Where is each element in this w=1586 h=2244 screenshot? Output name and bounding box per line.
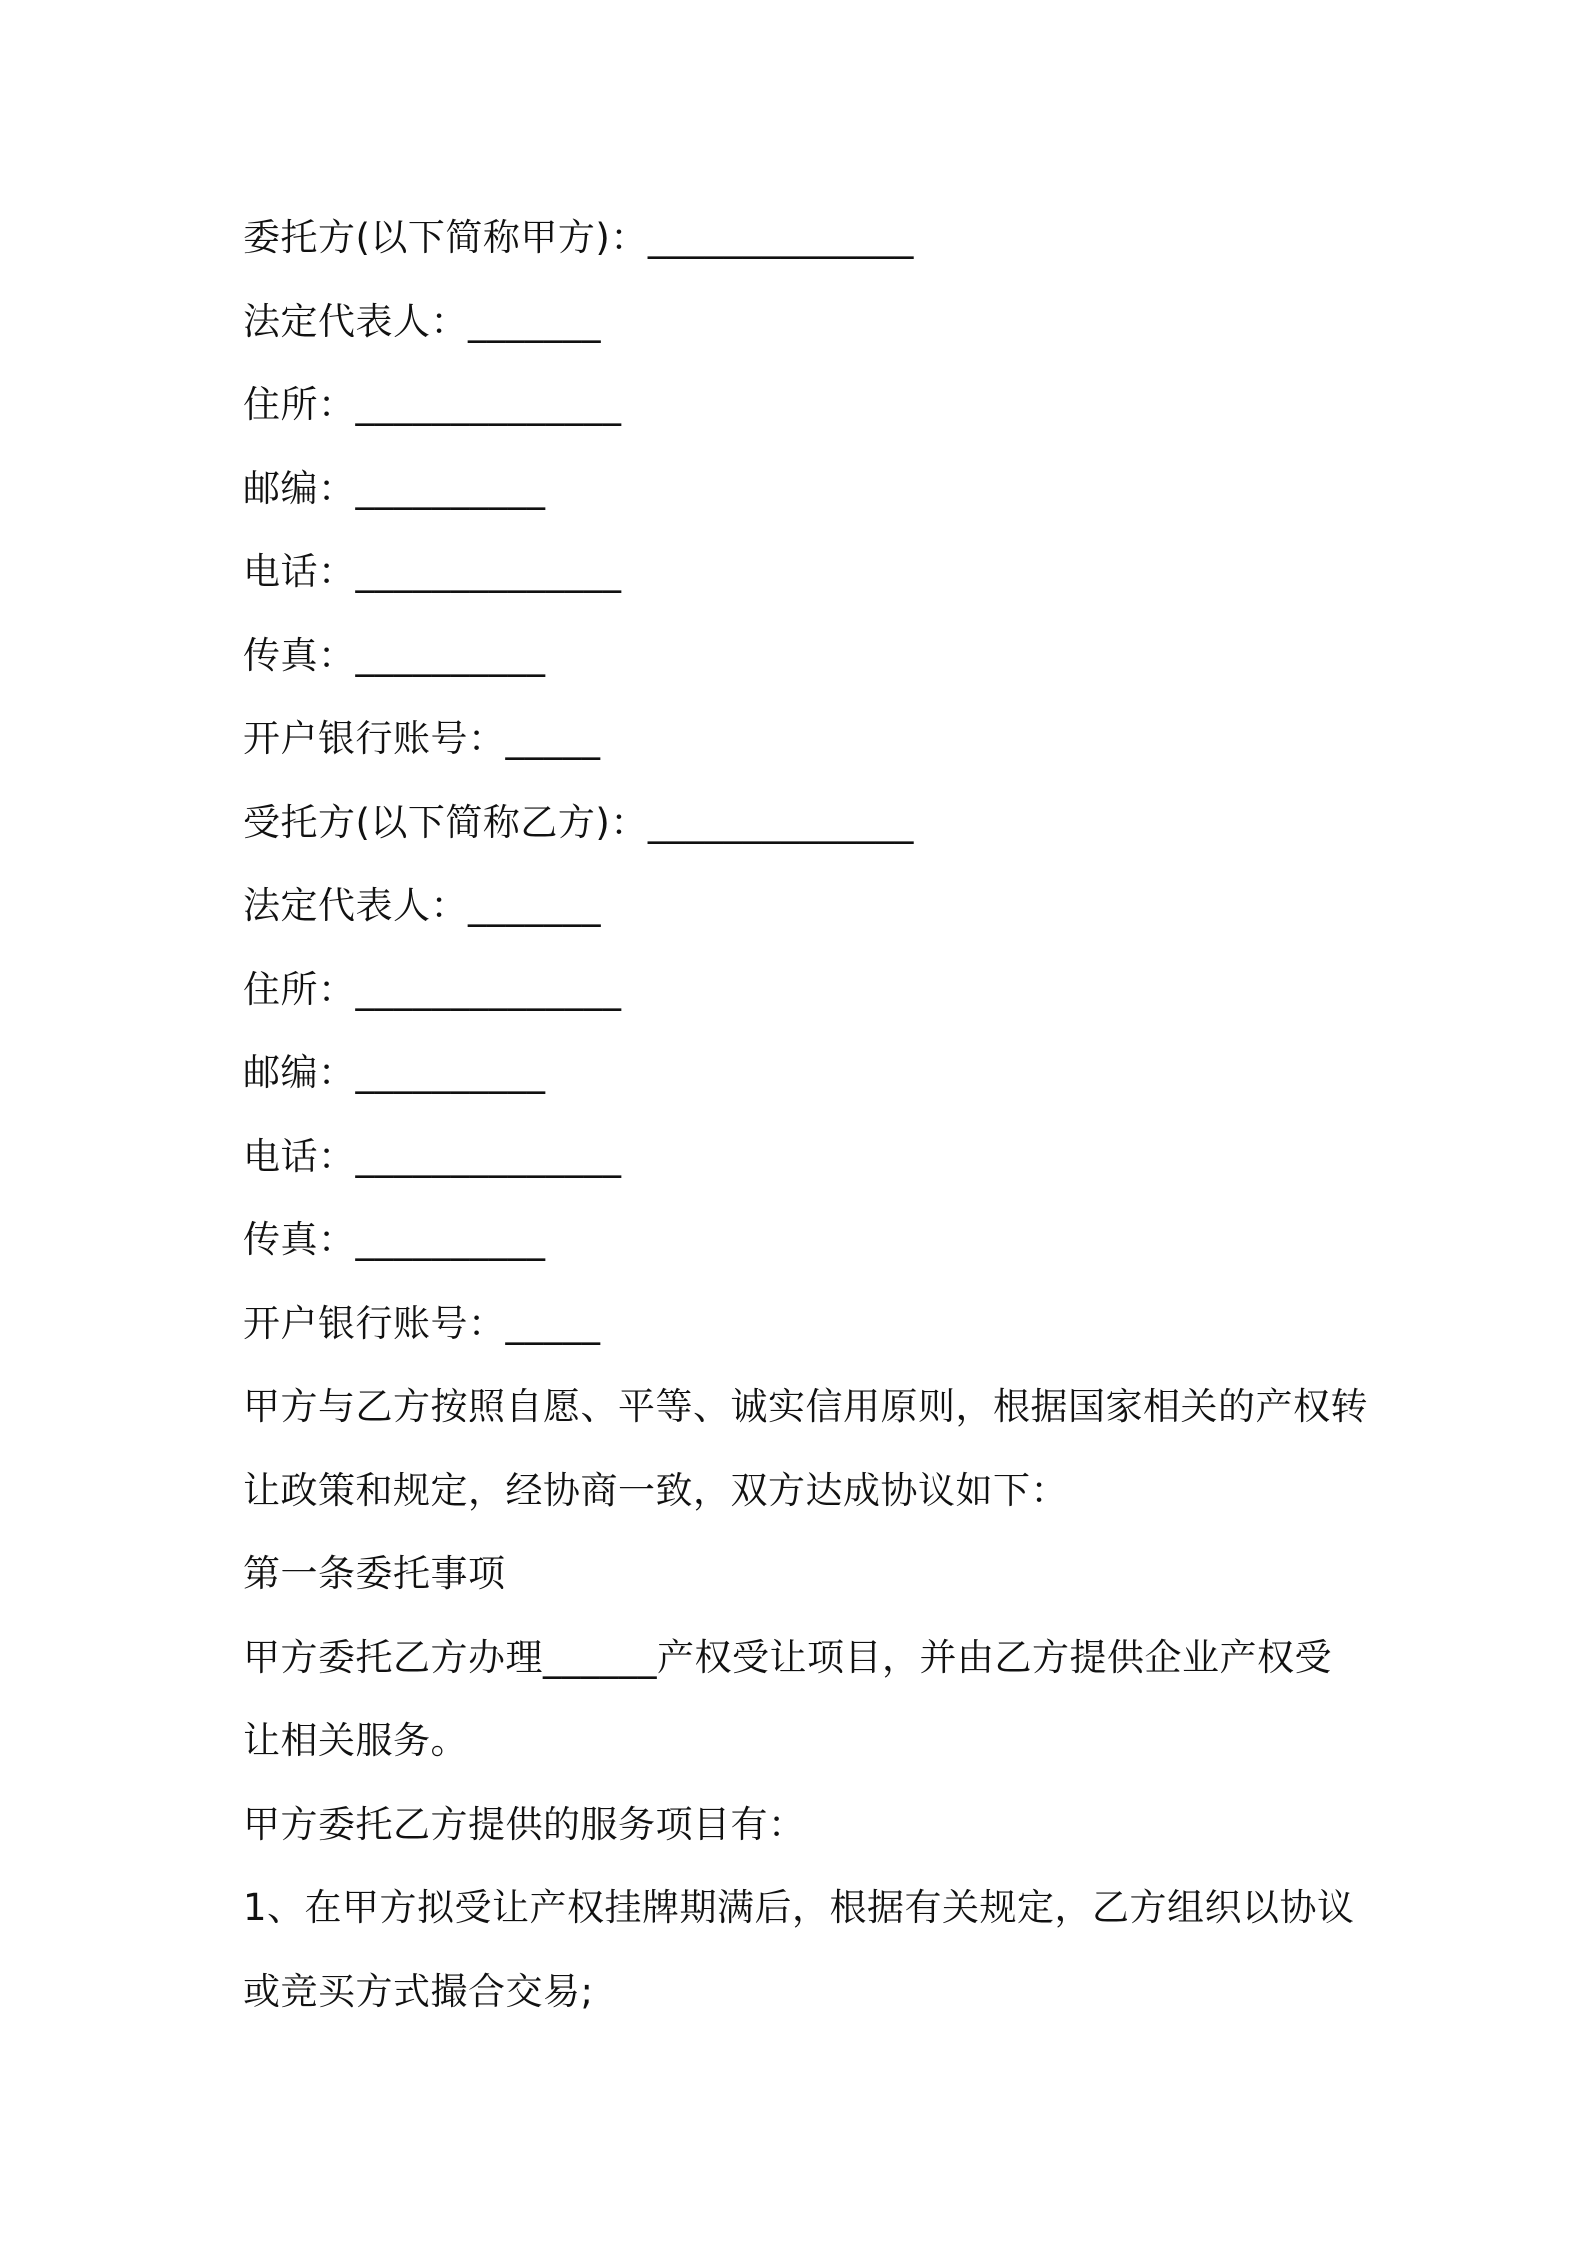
trustee-party-line: 受托方(以下简称乙方)：______________ xyxy=(243,800,914,844)
service-item-1-line-1: 1、在甲方拟受让产权挂牌期满后，根据有关规定，乙方组织以协议 xyxy=(243,1886,1355,1929)
client-legal-rep-line: 法定代表人：_______ xyxy=(243,299,601,343)
article-1-paragraph-line-2: 让相关服务。 xyxy=(243,1719,468,1762)
client-fax-line: 传真：__________ xyxy=(243,633,546,677)
client-party-line: 委托方(以下简称甲方)：______________ xyxy=(243,216,914,259)
client-address-line: 住所：______________ xyxy=(243,383,622,426)
article-1-heading: 第一条委托事项 xyxy=(243,1552,506,1595)
trustee-postcode-line: 邮编：__________ xyxy=(243,1051,546,1094)
trustee-phone-line: 电话：______________ xyxy=(243,1134,622,1178)
preamble-paragraph-line-2: 让政策和规定，经协商一致，双方达成协议如下： xyxy=(243,1468,1068,1512)
trustee-bank-account-line: 开户银行账号：_____ xyxy=(243,1301,601,1345)
trustee-address-line: 住所：______________ xyxy=(243,967,622,1011)
client-phone-line: 电话：______________ xyxy=(243,550,622,593)
service-items-intro: 甲方委托乙方提供的服务项目有： xyxy=(243,1802,806,1846)
client-bank-account-line: 开户银行账号：_____ xyxy=(243,717,601,760)
service-item-1-line-2: 或竞买方式撮合交易; xyxy=(243,1969,594,2013)
trustee-legal-rep-line: 法定代表人：_______ xyxy=(243,884,601,927)
client-postcode-line: 邮编：__________ xyxy=(243,466,546,510)
preamble-paragraph-line-1: 甲方与乙方按照自愿、平等、诚实信用原则，根据国家相关的产权转 xyxy=(243,1385,1368,1428)
article-1-paragraph-line-1: 甲方委托乙方办理______产权受让项目，并由乙方提供企业产权受 xyxy=(243,1635,1332,1679)
contract-body xyxy=(243,196,1368,2033)
trustee-fax-line: 传真：__________ xyxy=(243,1218,546,1261)
